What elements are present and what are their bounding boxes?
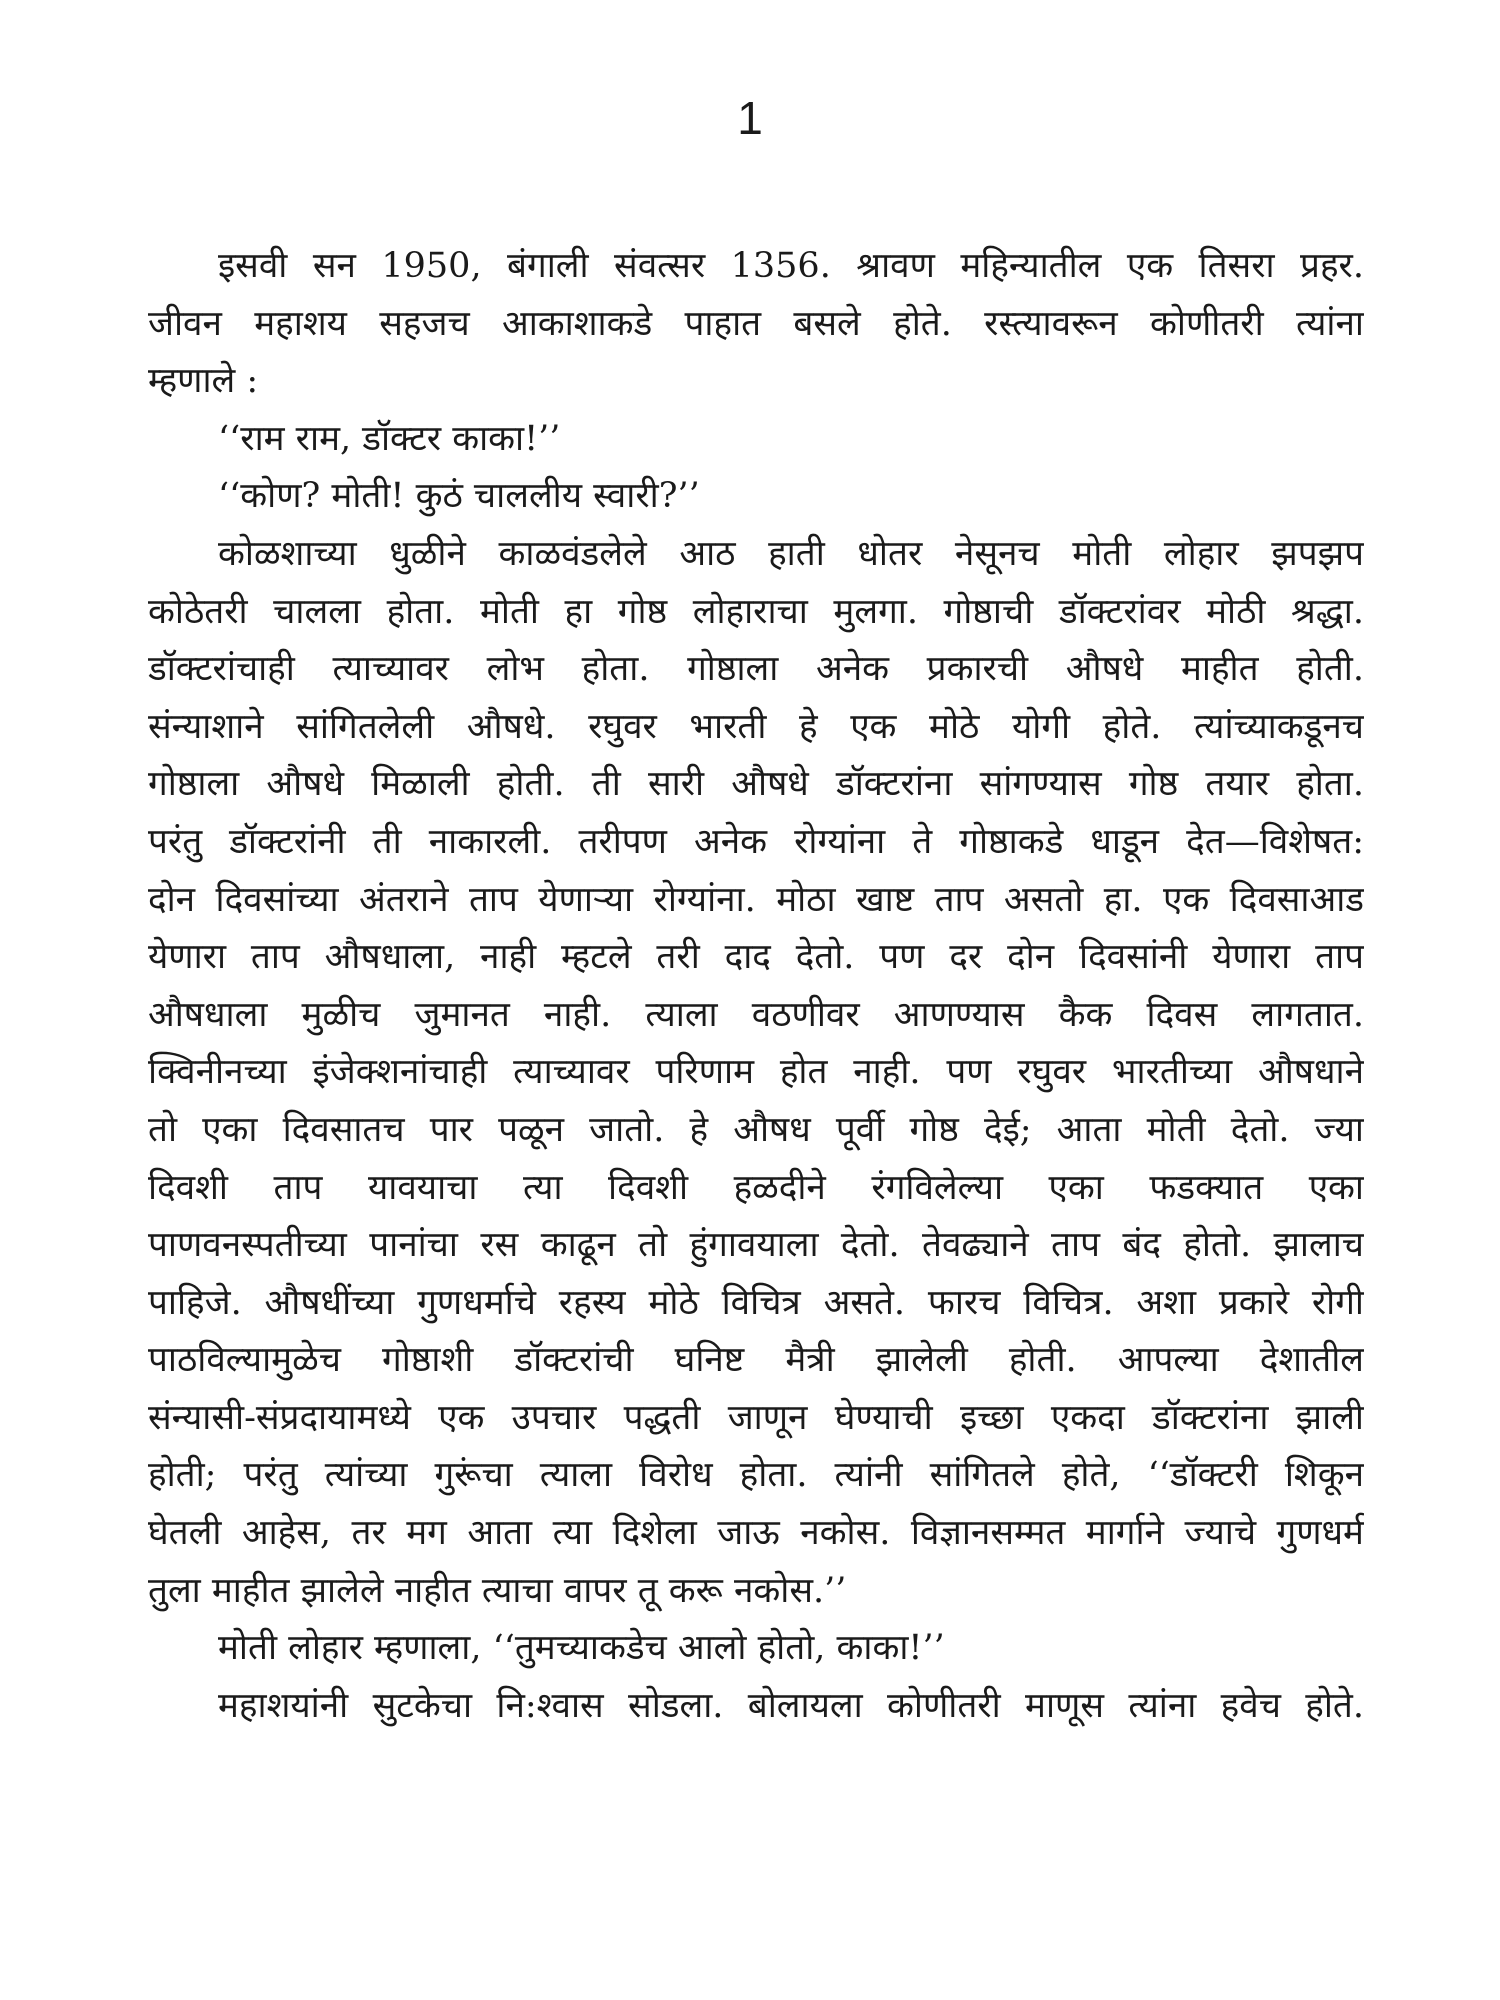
text-line: संन्याशाने सांगितलेली औषधे. रघुवर भारती हे एक मोठे योगी होते. त्यांच्याकडूनच [148, 706, 1364, 747]
text-line: दिवशी ताप यावयाचा त्या दिवशी हळदीने रंगविलेल्या एका फडक्यात एका [148, 1167, 1364, 1208]
text-line: जीवन महाशय सहजच आकाशाकडे पाहात बसले होते. रस्त्यावरून कोणीतरी त्यांना [148, 303, 1364, 344]
text-line: कोळशाच्या धुळीने काळवंडलेले आठ हाती धोतर नेसूनच मोती लोहार झपझप [218, 533, 1364, 574]
text-line: पाठविल्यामुळेच गोष्ठाशी डॉक्टरांची घनिष्ट मैत्री झालेली होती. आपल्या देशातील [148, 1340, 1364, 1381]
text-line: पाहिजे. औषधींच्या गुणधर्माचे रहस्य मोठे विचित्र असते. फारच विचित्र. अशा प्रकारे रोगी [148, 1282, 1364, 1323]
text-line: येणारा ताप औषधाला, नाही म्हटले तरी दाद देतो. पण दर दोन दिवसांनी येणारा ताप [148, 937, 1364, 978]
body-text [148, 238, 1364, 1735]
text-line: परंतु डॉक्टरांनी ती नाकारली. तरीपण अनेक रोग्यांना ते गोष्ठाकडे धाडून देत—विशेषत: [148, 821, 1364, 862]
text-line: क्विनीनच्या इंजेक्शनांचाही त्याच्यावर परिणाम होत नाही. पण रघुवर भारतीच्या औषधाने [148, 1052, 1364, 1093]
page-number: 1 [737, 92, 763, 144]
dialogue-line: ‘‘कोण? मोती! कुठं चाललीय स्वारी?’’ [218, 476, 700, 517]
text-line: पाणवनस्पतीच्या पानांचा रस काढून तो हुंगावयाला देतो. तेवढ्याने ताप बंद होतो. झालाच [148, 1225, 1364, 1266]
text-line: तुला माहीत झालेले नाहीत त्याचा वापर तू करू नकोस.’’ [148, 1570, 847, 1611]
text-line: मोती लोहार म्हणाला, ‘‘तुमच्याकडेच आलो होतो, काका!’’ [218, 1628, 945, 1669]
text-line: तो एका दिवसातच पार पळून जातो. हे औषध पूर्वी गोष्ठ देई; आता मोती देतो. ज्या [148, 1109, 1364, 1150]
text-line: गोष्ठाला औषधे मिळाली होती. ती सारी औषधे डॉक्टरांना सांगण्यास गोष्ठ तयार होता. [148, 764, 1364, 805]
dialogue-line: ‘‘राम राम, डॉक्टर काका!’’ [218, 418, 561, 459]
text-line: घेतली आहेस, तर मग आता त्या दिशेला जाऊ नकोस. विज्ञानसम्मत मार्गाने ज्याचे गुणधर्म [148, 1513, 1364, 1554]
text-line: इसवी सन 1950, बंगाली संवत्सर 1356. श्रावण महिन्यातील एक तिसरा प्रहर. [218, 246, 1364, 286]
text-line: औषधाला मुळीच जुमानत नाही. त्याला वठणीवर आणण्यास कैक दिवस लागतात. [148, 994, 1364, 1035]
text-line: दोन दिवसांच्या अंतराने ताप येणाऱ्या रोग्यांना. मोठा खाष्ट ताप असतो हा. एक दिवसाआड [148, 879, 1364, 920]
text-line: कोठेतरी चालला होता. मोती हा गोष्ठ लोहाराचा मुलगा. गोष्ठाची डॉक्टरांवर मोठी श्रद्धा. [148, 591, 1364, 632]
text-line: डॉक्टरांचाही त्याच्यावर लोभ होता. गोष्ठाला अनेक प्रकारची औषधे माहीत होती. [148, 649, 1364, 690]
text-line: म्हणाले : [148, 361, 259, 402]
text-line: महाशयांनी सुटकेचा नि:श्वास सोडला. बोलायला कोणीतरी माणूस त्यांना हवेच होते. [218, 1685, 1364, 1726]
text-line: संन्यासी-संप्रदायामध्ये एक उपचार पद्धती जाणून घेण्याची इच्छा एकदा डॉक्टरांना झाली [148, 1397, 1364, 1438]
text-line: होती; परंतु त्यांच्या गुरूंचा त्याला विरोध होता. त्यांनी सांगितले होते, ‘‘डॉक्टरी शिकून [148, 1455, 1364, 1496]
